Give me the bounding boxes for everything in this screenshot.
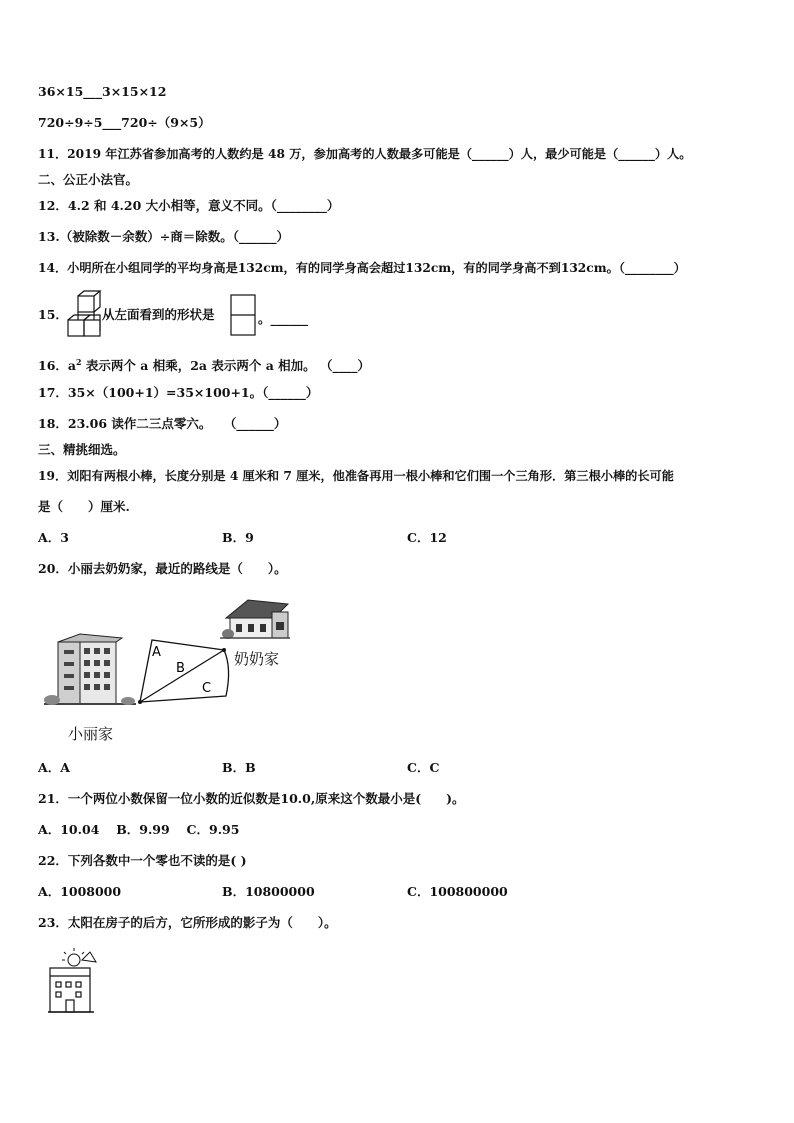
route-label-c: C xyxy=(202,681,212,696)
section-3-title: 三、精挑细选。 xyxy=(38,442,126,457)
question-23: 23．太阳在房子的后方，它所形成的影子为（ ）。 xyxy=(38,915,337,930)
cube-stack-figure xyxy=(66,290,102,340)
q21-options[interactable]: A．10.04 B．9.99 C．9.95 xyxy=(38,822,240,837)
question-22: 22．下列各数中一个零也不读的是( ) xyxy=(38,853,247,868)
question-12: 12．4.2 和 4.20 大小相等，意义不同。（________） xyxy=(38,198,340,213)
question-15-number: 15． xyxy=(38,307,68,322)
route-label-a: A xyxy=(152,645,161,660)
question-17: 17．35×（100+1）=35×100+1。（______） xyxy=(38,385,319,400)
question-16 xyxy=(38,354,370,374)
question-16-pre: 16．a xyxy=(38,358,76,374)
q20-option-b[interactable]: B．B xyxy=(222,760,256,775)
question-21: 21．一个两位小数保留一位小数的近似数是10.0,原来这个数最小是( )。 xyxy=(38,791,465,806)
question-16-sup: 2 xyxy=(76,357,82,367)
left-view-shape xyxy=(230,294,256,336)
q20-option-a[interactable]: A．A xyxy=(38,760,70,775)
section-2-title: 二、公正小法官。 xyxy=(38,172,139,187)
xiaoli-home-label: 小丽家 xyxy=(68,725,114,743)
question-19-line-2: 是（ ）厘米. xyxy=(38,499,130,514)
q22-option-a[interactable]: A．1008000 xyxy=(38,884,122,899)
question-13: 13.（被除数－余数）÷商＝除数。（______） xyxy=(38,229,289,244)
q19-option-c[interactable]: C．12 xyxy=(407,530,447,545)
question-16-post: 表示两个 a 相乘，2a 表示两个 a 相加。 （____） xyxy=(81,358,371,374)
question-11: 11．2019 年江苏省参加高考的人数约是 48 万，参加高考的人数最多可能是（______）人，最少可能是（______）人。 xyxy=(38,147,692,161)
question-20: 20．小丽去奶奶家，最近的路线是（ ）。 xyxy=(38,561,287,576)
question-18: 18．23.06 读作二三点零六。 （______） xyxy=(38,416,287,431)
q22-option-c[interactable]: C．100800000 xyxy=(407,884,508,899)
house-icon xyxy=(220,600,290,639)
question-19-line-1: 19．刘阳有两根小棒，长度分别是 4 厘米和 7 厘米，他准备再用一根小棒和它们围一个三角形．第三根小棒的长可能 xyxy=(38,469,674,483)
grandma-home-label: 奶奶家 xyxy=(234,650,280,668)
q22-option-b[interactable]: B．10800000 xyxy=(222,884,315,899)
sun-icon xyxy=(62,948,86,966)
building-icon xyxy=(50,968,90,1012)
house-with-sun-figure xyxy=(46,946,98,1016)
q19-option-a[interactable]: A．3 xyxy=(38,530,69,545)
q20-option-c[interactable]: C．C xyxy=(407,760,440,775)
question-15-end: 。______ xyxy=(258,311,309,326)
compare-line-2: 720÷9÷5___720÷（9×5） xyxy=(38,115,211,130)
compare-line-1: 36×15___3×15×12 xyxy=(38,84,167,99)
question-15-text: 从左面看到的形状是 xyxy=(102,307,215,322)
q19-option-b[interactable]: B．9 xyxy=(222,530,254,545)
question-14: 14．小明所在小组同学的平均身高是132cm，有的同学身高会超过132cm，有的同学身高不到132cm。（________） xyxy=(38,261,686,275)
apartment-building-icon xyxy=(44,634,136,705)
route-label-b: B xyxy=(176,661,185,676)
